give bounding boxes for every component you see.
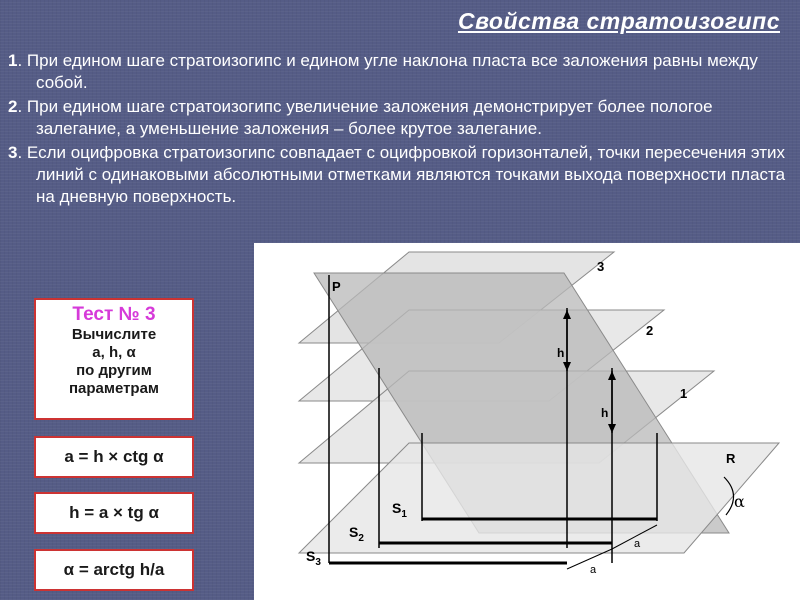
- label-a-lower: a: [590, 564, 597, 576]
- label-s1-main: S: [392, 500, 402, 516]
- test-line: Вычислите: [71, 326, 157, 343]
- test-line: параметрам: [68, 380, 160, 397]
- label-alpha: α: [734, 492, 745, 511]
- label-plane-1: 1: [680, 386, 688, 401]
- test-box: [34, 298, 194, 420]
- diagram-svg: [254, 243, 800, 600]
- property-text: . Если оцифровка стратоизогипс совпадает с оцифровкой горизонталей, точки пересечения этих линий с одинаковыми абсолютными отметками являются точками выхода поверхности пласта на дневную поверхность.: [17, 143, 786, 206]
- label-p: P: [332, 279, 341, 294]
- property-text: . При едином шаге стратоизогипс и едином угле наклона пласта все заложения равны между собой.: [17, 51, 758, 92]
- property-text: . При едином шаге стратоизогипс увеличение заложения демонстрирует более пологое залегание, а уменьшение заложения – более крутое залегание.: [17, 97, 713, 138]
- label-r: R: [726, 451, 736, 466]
- label-s3-sub: 3: [315, 557, 321, 568]
- test-title: Тест № 3: [72, 304, 156, 325]
- property-item-1: [8, 50, 788, 94]
- formula-alpha: α = arctg h/a: [34, 549, 194, 591]
- label-plane-3: 3: [597, 259, 605, 274]
- label-s1-sub: 1: [401, 509, 407, 520]
- formula-a: a = h × ctg α: [34, 436, 194, 478]
- label-h-upper: h: [557, 346, 565, 360]
- slide-title: Свойства стратоизогипс: [457, 8, 780, 34]
- property-number: 2: [8, 97, 18, 116]
- label-a-upper: a: [634, 538, 641, 550]
- formula-h: h = a × tg α: [34, 492, 194, 534]
- label-s2-sub: 2: [358, 533, 364, 544]
- property-number: 1: [8, 51, 18, 70]
- property-item-3: [8, 142, 788, 208]
- properties-list: [8, 50, 788, 210]
- property-item-2: [8, 96, 788, 140]
- test-line: по другим: [76, 362, 152, 379]
- label-s3-main: S: [306, 548, 316, 564]
- stratoisohypse-diagram: [254, 243, 800, 600]
- label-h-lower: h: [601, 406, 609, 420]
- label-s2-main: S: [349, 524, 359, 540]
- label-plane-2: 2: [646, 323, 654, 338]
- property-number: 3: [8, 143, 18, 162]
- test-line: a, h, α: [92, 344, 136, 361]
